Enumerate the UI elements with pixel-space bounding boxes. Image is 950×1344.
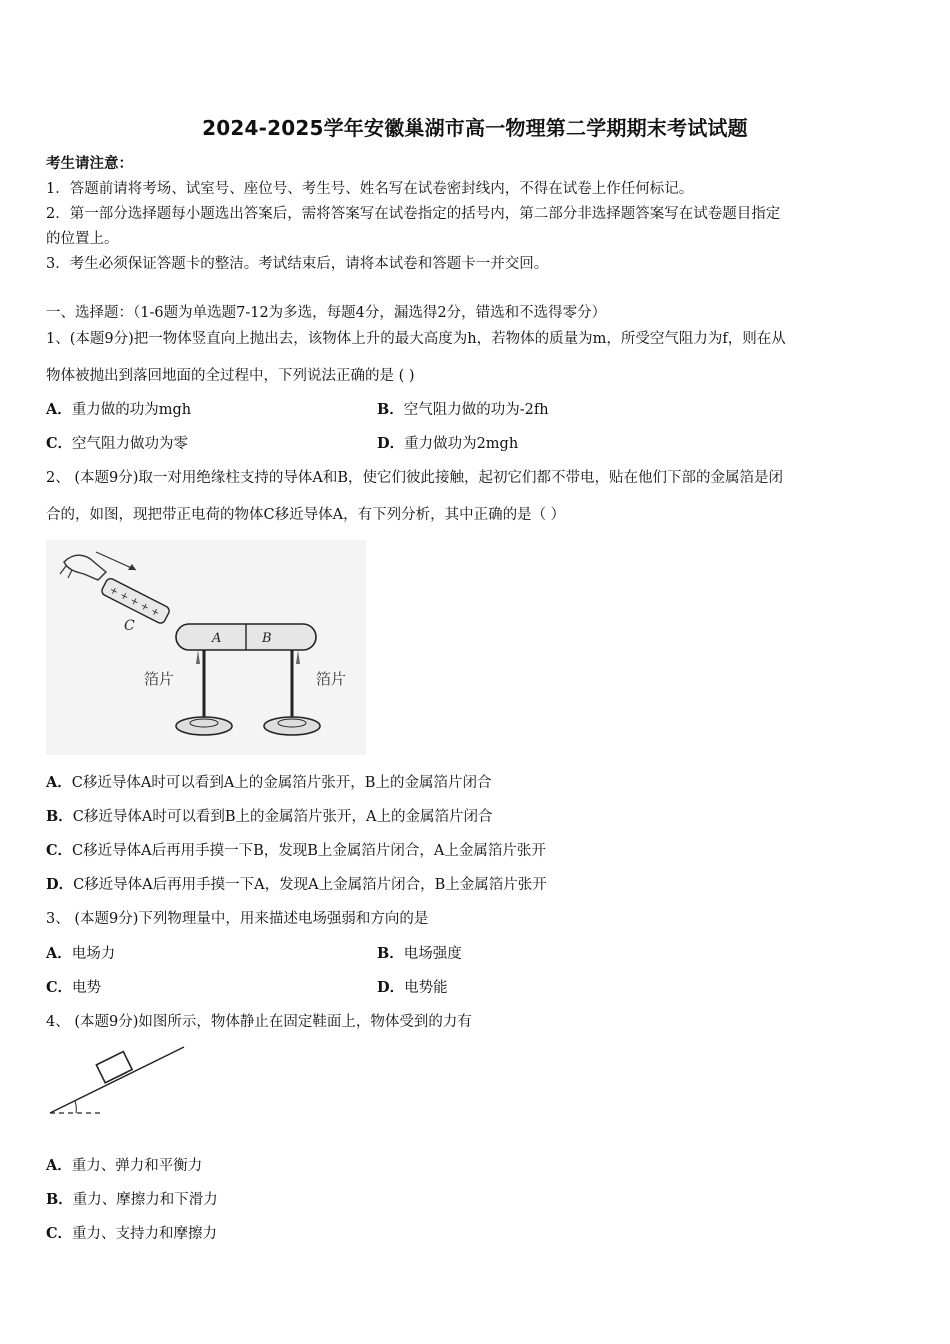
q4-option-a: A．重力、弹力和平衡力	[46, 1157, 203, 1174]
notice-heading: 考生请注意：	[46, 155, 133, 172]
q1-stem-line2: 物体被抛出到落回地面的全过程中，下列说法正确的是 ( )	[46, 368, 415, 384]
q2-stem-line1: 2、 (本题9分)取一对用绝缘柱支持的导体A和B，使它们彼此接触，起初它们都不带电，贴在他们下部的金属箔是闭	[46, 470, 783, 486]
q1-option-a: A．重力做的功为mgh	[46, 401, 192, 418]
notice-item: 3．考生必须保证答题卡的整洁。考试结束后，请将本试卷和答题卡一并交回。	[46, 256, 549, 272]
q4-stem: 4、 (本题9分)如图所示，物体静止在固定鞋面上，物体受到的力有	[46, 1014, 472, 1030]
conductor-figure	[46, 540, 366, 755]
incline-figure	[46, 1043, 191, 1118]
q1-option-c: C．空气阻力做功为零	[46, 435, 189, 452]
q3-option-c: C．电势	[46, 979, 102, 996]
label-a: A	[212, 631, 222, 646]
page-title: 2024-2025学年安徽巢湖市高一物理第二学期期末考试试题	[202, 116, 748, 140]
q2-stem-line2: 合的，如图，现把带正电荷的物体C移近导体A，有下列分析，其中正确的是（ ）	[46, 507, 566, 523]
label-c: C	[124, 618, 135, 634]
q3-stem: 3、 (本题9分)下列物理量中，用来描述电场强弱和方向的是	[46, 911, 429, 927]
q2-option-a: A．C移近导体A时可以看到A上的金属箔片张开，B上的金属箔片闭合	[46, 774, 492, 791]
q1-stem-line1: 1、(本题9分)把一物体竖直向上抛出去，该物体上升的最大高度为h，若物体的质量为m，所受空气阻力为f，则在从	[46, 331, 786, 347]
notice-item: 的位置上。	[46, 231, 119, 247]
q1-option-d: D．重力做功为2mgh	[377, 435, 519, 452]
notice-item: 1．答题前请将考场、试室号、座位号、考生号、姓名写在试卷密封线内，不得在试卷上作任何标记。	[46, 181, 694, 197]
q2-option-b: B．C移近导体A时可以看到B上的金属箔片张开，A上的金属箔片闭合	[46, 808, 493, 825]
notice-item: 2．第一部分选择题每小题选出答案后，需将答案写在试卷指定的括号内，第二部分非选择题答案写在试卷题目指定	[46, 206, 781, 222]
q3-option-d: D．电势能	[377, 979, 448, 996]
svg-text:+ + + + +: + + + + +	[107, 584, 162, 620]
q1-option-b: B．空气阻力做的功为-2fh	[377, 401, 549, 418]
base-right	[264, 717, 320, 735]
q4-option-b: B．重力、摩擦力和下滑力	[46, 1191, 218, 1208]
label-b: B	[262, 631, 272, 646]
foil-label-right: 箔片	[316, 670, 347, 688]
q3-option-b: B．电场强度	[377, 945, 462, 962]
q4-option-c: C．重力、支持力和摩擦力	[46, 1225, 218, 1242]
foil-label-left: 箔片	[144, 670, 175, 688]
q2-option-d: D．C移近导体A后再用手摸一下A，发现A上金属箔片闭合，B上金属箔片张开	[46, 876, 547, 893]
angle-arc	[75, 1101, 76, 1113]
block-on-incline	[96, 1052, 132, 1083]
q3-option-a: A．电场力	[46, 945, 116, 962]
q2-option-c: C．C移近导体A后再用手摸一下B，发现B上金属箔片闭合，A上金属箔片张开	[46, 842, 546, 859]
section-heading: 一、选择题：（1-6题为单选题7-12为多选，每题4分，漏选得2分，错选和不选得零分）	[46, 305, 607, 321]
base-left	[176, 717, 232, 735]
